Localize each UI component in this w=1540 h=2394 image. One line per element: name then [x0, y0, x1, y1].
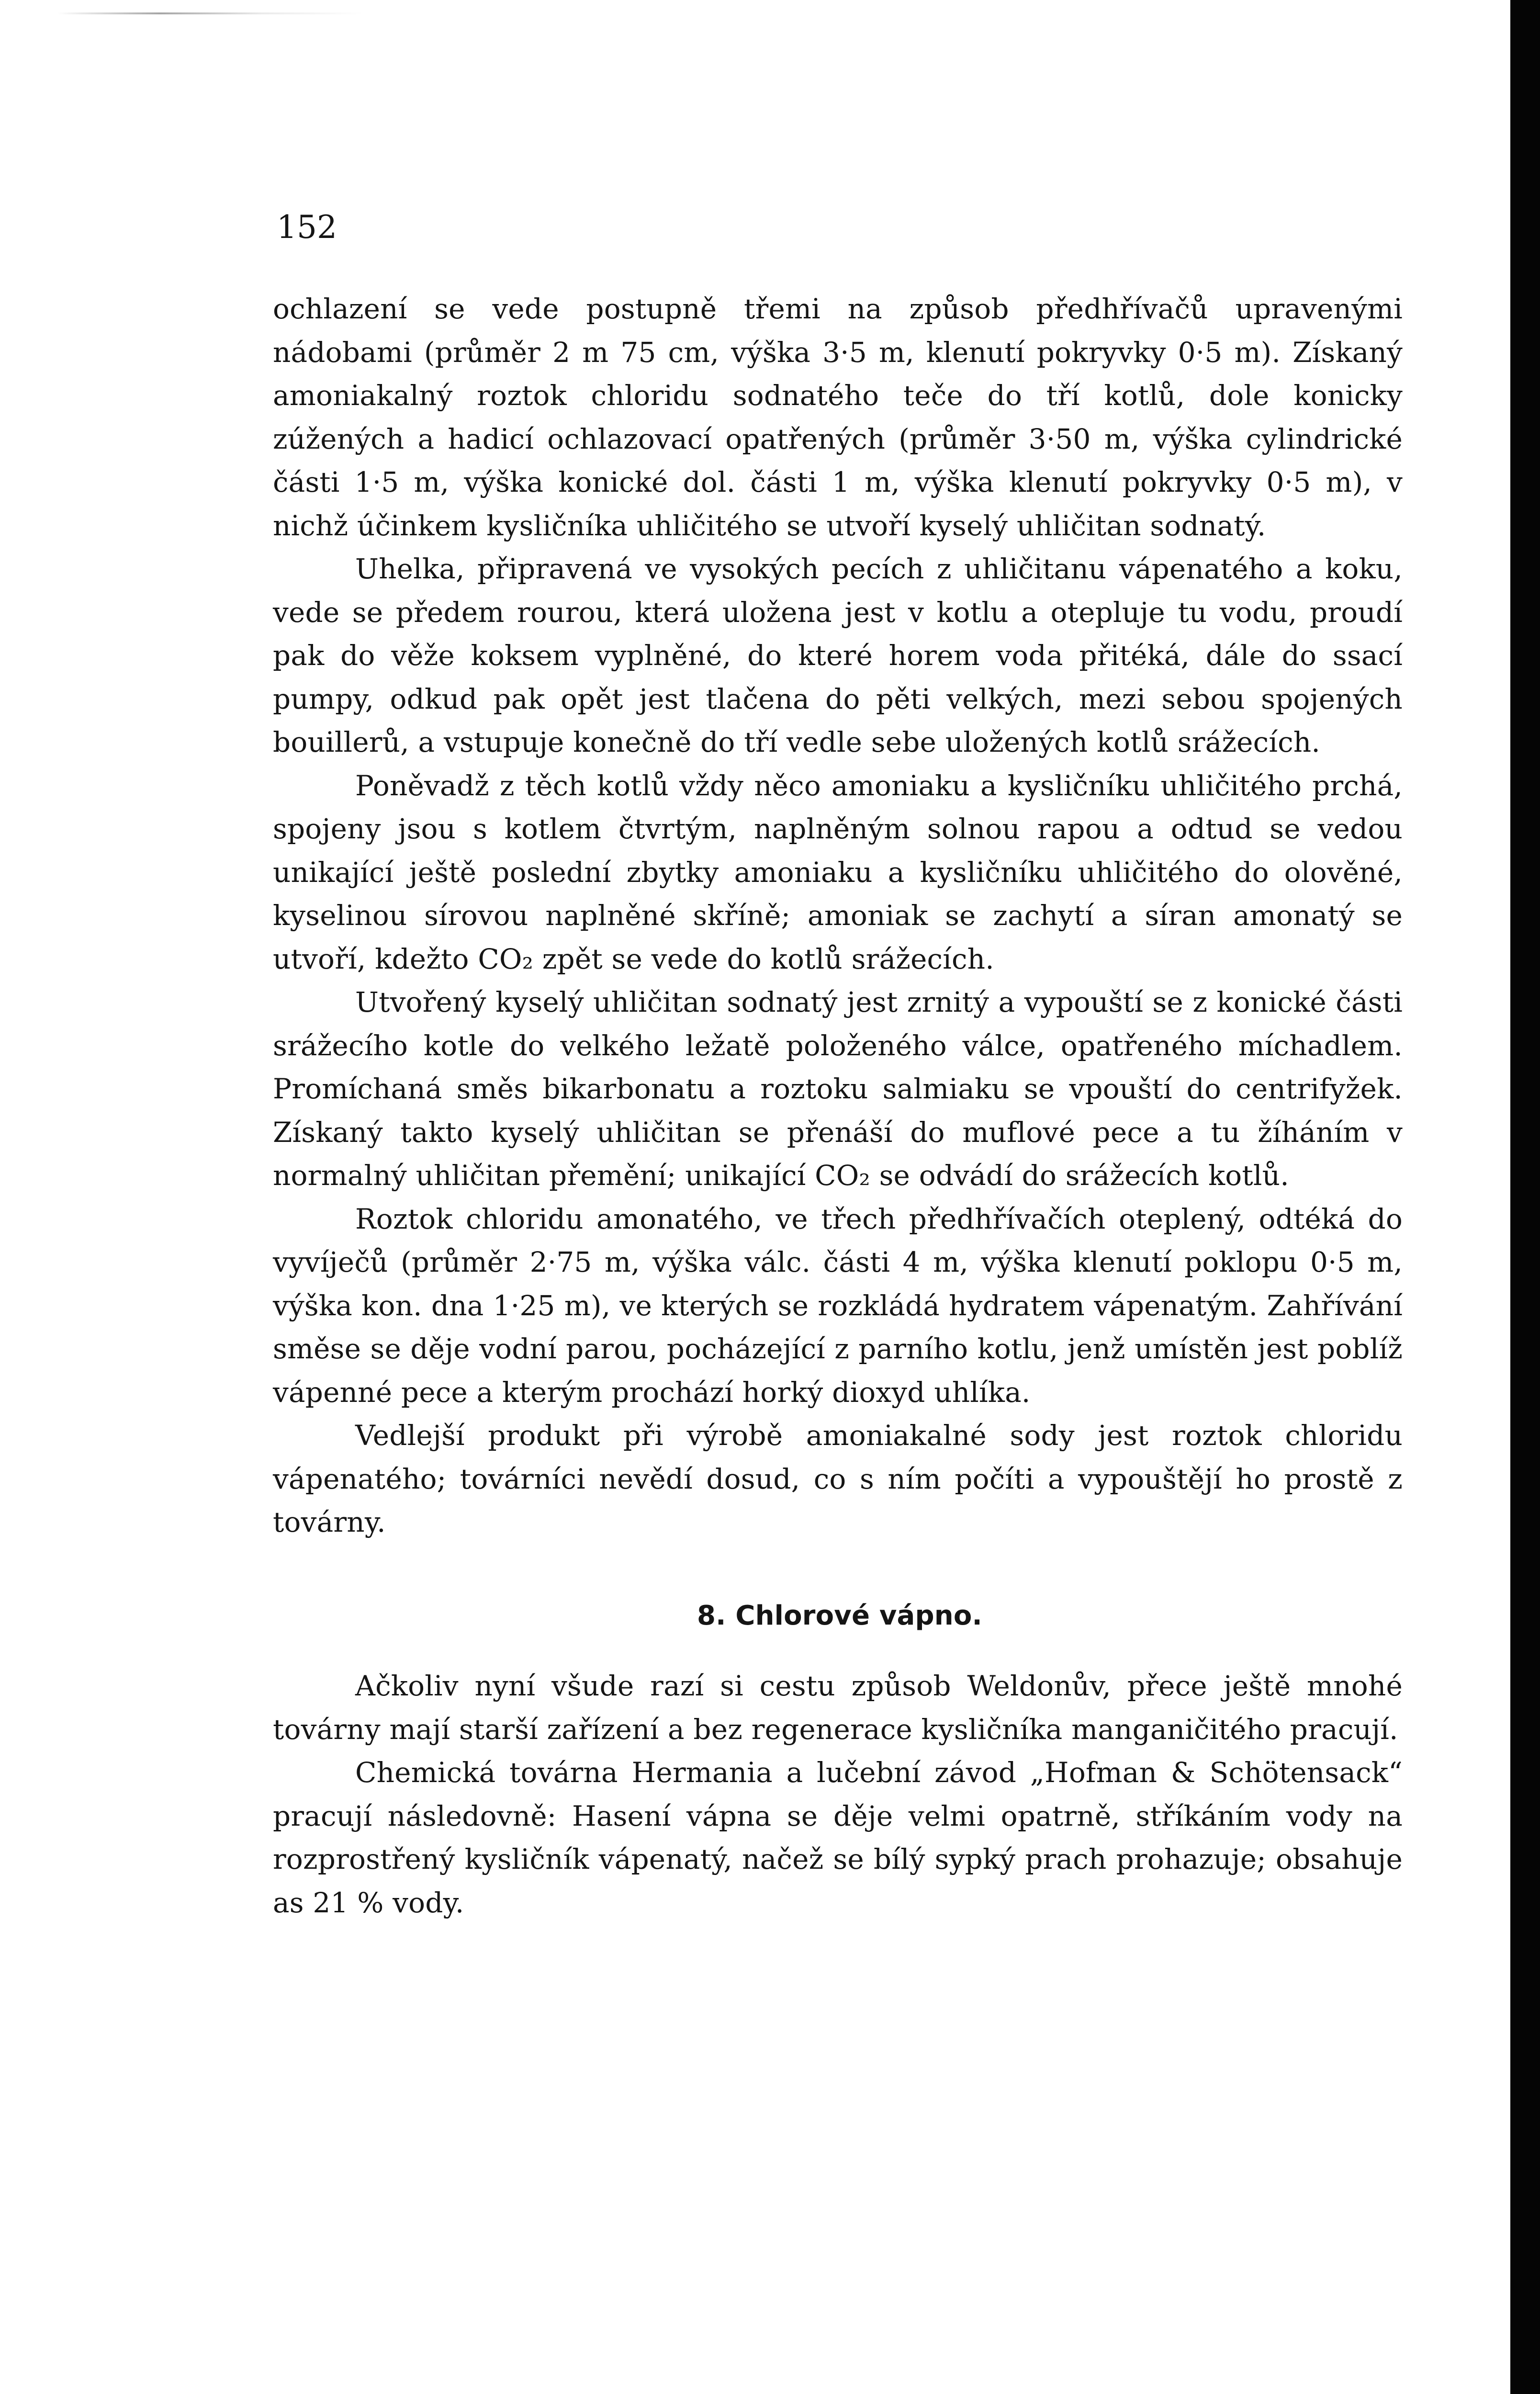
- page-number: 152: [277, 209, 337, 246]
- paragraph-hermania: Chemická továrna Hermania a lučební závod „Hofman & Schötensack“ pracují následovně: Hasení vápna se děje velmi opatrně, stříkáním vody na rozprostřený kysličník vápenatý, načež se bílý sypký prach prohazuje; obsahuje as 21 % vody.: [273, 1756, 1403, 1919]
- body-text: [273, 287, 1403, 1924]
- paragraph-bicarbonate: Utvořený kyselý uhličitan sodnatý jest zrnitý a vypouští se z konické části srážecího kotle do velkého ležatě položeného válce, opatřeného míchadlem. Promíchaná směs bikarbonatu a roztoku salmiaku se vpouští do centrifyžek. Získaný takto kyselý uhličitan se přenáší do muflové pece a tu žíháním v normalný uhličitan přemění; unikající CO₂ se odvádí do srážecích kotlů.: [273, 986, 1403, 1192]
- paragraph-uhelka: Uhelka, připravená ve vysokých pecích z uhličitanu vápenatého a koku, vede se předem rourou, která uložena jest v kotlu a otepluje tu vodu, proudí pak do věže koksem vyplněné, do které horem voda přitéká, dále do ssací pumpy, odkud pak opět jest tlačena do pěti velkých, mezi sebou spojených bouillerů, a vstupuje konečně do tří vedle sebe uložených kotlů srážecích.: [273, 553, 1403, 758]
- scan-artifact-streak: [57, 12, 364, 14]
- page-edge-shadow: [1510, 0, 1540, 2394]
- section-heading: 8. Chlorové vápno.: [697, 1600, 983, 1631]
- paragraph-ammonia-recovery: Poněvadž z těch kotlů vždy něco amoniaku a kysličníku uhličitého prchá, spojeny jsou s kotlem čtvrtým, naplněným solnou rapou a odtud se vedou unikající ještě poslední zbytky amoniaku a kysličníku uhličitého do olověné, kyselinou sírovou naplněné skříně; amoniak se zachytí a síran amonatý se utvoří, kdežto CO₂ zpět se vede do kotlů srážecích.: [273, 769, 1403, 975]
- paragraph-cooling: ochlazení se vede postupně třemi na způsob předhřívačů upravenými nádobami (průměr 2 m 75 cm, výška 3·5 m, klenutí pokryvky 0·5 m). Získaný amoniakalný roztok chloridu sodnatého teče do tří kotlů, dole konicky zúžených a hadicí ochlazovací opatřených (průměr 3·50 m, výška cylindrické části 1·5 m, výška konické dol. části 1 m, výška klenutí pokryvky 0·5 m), v nichž účinkem kysličníka uhličitého se utvoří kyselý uhličitan sodnatý.: [273, 293, 1403, 542]
- paragraph-weldon: Ačkoliv nyní všude razí si cestu způsob Weldonův, přece ještě mnohé továrny mají starší zařízení a bez regenerace kysličníka manganičitého pracují.: [273, 1670, 1403, 1746]
- paragraph-ammonium-chloride: Roztok chloridu amonatého, ve třech předhřívačích oteplený, odtéká do vyvíječů (průměr 2·75 m, výška válc. části 4 m, výška klenutí poklopu 0·5 m, výška kon. dna 1·25 m), ve kterých se rozkládá hydratem vápenatým. Zahřívání směse se děje vodní parou, pocházející z parního kotlu, jenž umístěn jest poblíž vápenné pece a kterým prochází horký dioxyd uhlíka.: [273, 1202, 1403, 1409]
- paragraph-byproduct: Vedlejší produkt při výrobě amoniakalné sody jest roztok chloridu vápenatého; továrníci nevědí dosud, co s ním počíti a vypouštějí ho prostě z továrny.: [273, 1419, 1403, 1538]
